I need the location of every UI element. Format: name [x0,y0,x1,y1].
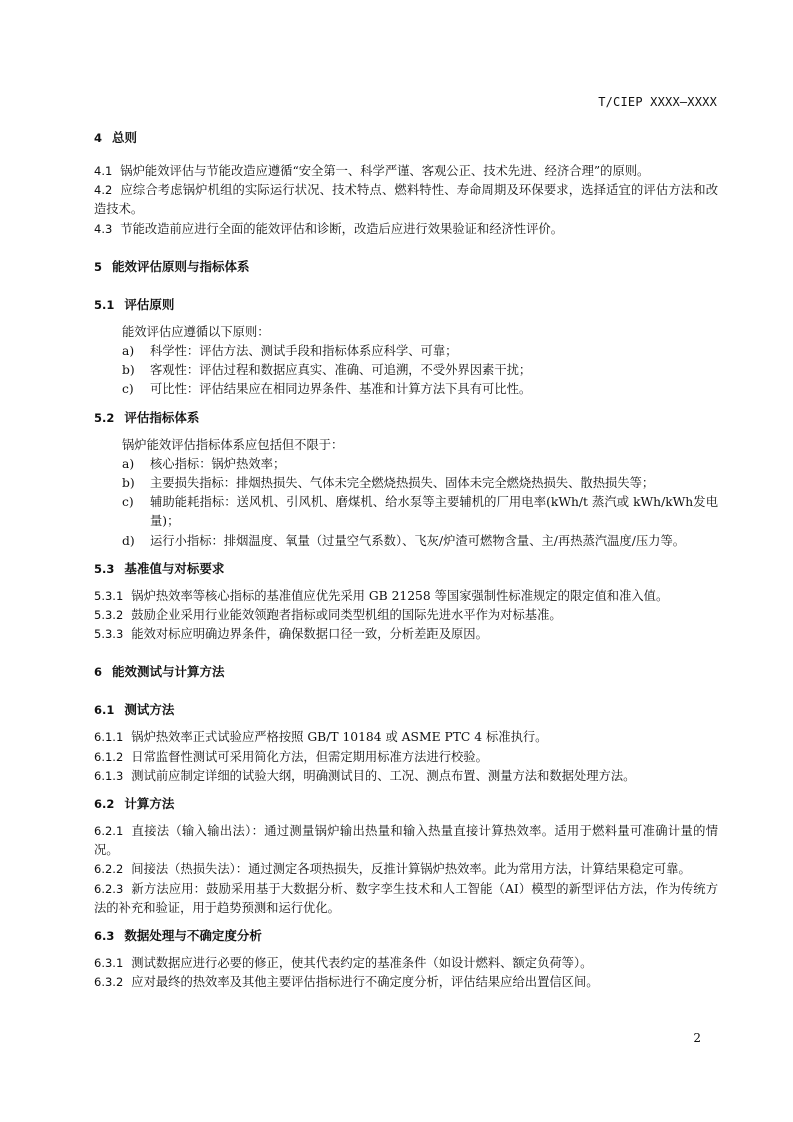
section-6-2-heading: 6.2 计算方法 [94,796,175,812]
clause-6-2-3: 6.2.3 新方法应用：鼓励采用基于大数据分析、数字孪生技术和人工智能（AI）模型的新型评估方法，作为传统方法的补充和验证，用于趋势预测和运行优化。 [94,881,718,915]
list-item-5-2-b: b) 主要损失指标：排烟热损失、气体未完全燃烧热损失、固体未完全燃烧热损失、散热损失等； [122,476,655,491]
section-5-2-heading: 5.2 评估指标体系 [94,409,200,425]
section-6-3-heading: 6.3 数据处理与不确定度分析 [94,928,262,944]
list-item-5-2-c: c) 辅助能耗指标：送风机、引风机、磨煤机、给水泵等主要辅机的厂用电率(kWh/t 蒸汽或 kWh/kWh发电量)； [122,495,718,529]
clause-6-1-2: 6.1.2 日常监督性测试可采用简化方法，但需定期用标准方法进行校验。 [94,749,488,764]
clause-4-3: 4.3 节能改造前应进行全面的能效评估和诊断，改造后应进行效果验证和经济性评价。 [94,221,563,236]
clause-6-1-3: 6.1.3 测试前应制定详细的试验大纲，明确测试目的、工况、测点布置、测量方法和数据处理方法。 [94,768,636,783]
clause-6-1-1: 6.1.1 锅炉热效率正式试验应严格按照 GB/T 10184 或 ASME PTC 4 标准执行。 [94,730,548,745]
standard-code: T/CIEP XXXX—XXXX [598,95,717,109]
section-4-heading: 4 总则 [94,130,138,145]
section-5-heading: 5 能效评估原则与指标体系 [94,258,250,274]
list-item-5-2-d: d) 运行小指标：排烟温度、氧量（过量空气系数）、飞灰/炉渣可燃物含量、主/再热蒸汽温度/压力等。 [122,533,686,548]
list-item-5-1-b: b) 客观性：评估过程和数据应真实、准确、可追溯，不受外界因素干扰； [122,363,532,378]
page-content [94,128,718,992]
section-5-1-heading: 5.1 评估原则 [94,296,175,312]
section-5-3-heading: 5.3 基准值与对标要求 [94,560,225,576]
clause-4-2: 4.2 应综合考虑锅炉机组的实际运行状况、技术特点、燃料特性、寿命周期及环保要求，选择适宜的评估方法和改造技术。 [94,183,718,217]
list-item-5-1-a: a) 科学性：评估方法、测试手段和指标体系应科学、可靠； [122,344,458,359]
page-number: 2 [693,1031,701,1045]
clause-5-3-2: 5.3.2 鼓励企业采用行业能效领跑者指标或同类型机组的国际先进水平作为对标基准。 [94,608,562,623]
clause-6-2-2: 6.2.2 间接法（热损失法）：通过测定各项热损失，反推计算锅炉热效率。此为常用方法，计算结果稳定可靠。 [94,862,691,877]
section-6-heading: 6 能效测试与计算方法 [94,664,225,680]
clause-6-2-1: 6.2.1 直接法（输入输出法）：通过测量锅炉输出热量和输入热量直接计算热效率。适用于燃料量可准确计量的情况。 [94,824,718,858]
clause-5-1-intro: 能效评估应遵循以下原则： [122,324,270,339]
list-item-5-2-a: a) 核心指标：锅炉热效率； [122,456,286,471]
section-6-1-heading: 6.1 测试方法 [94,702,175,718]
clause-6-3-1: 6.3.1 测试数据应进行必要的修正，使其代表约定的基准条件（如设计燃料、额定负荷等）。 [94,956,593,971]
clause-5-2-intro: 锅炉能效评估指标体系应包括但不限于： [122,437,344,452]
clause-6-3-2: 6.3.2 应对最终的热效率及其他主要评估指标进行不确定度分析，评估结果应给出置信区间。 [94,975,599,990]
list-item-5-1-c: c) 可比性：评估结果应在相同边界条件、基准和计算方法下具有可比性。 [122,382,532,397]
clause-4-1: 4.1 锅炉能效评估与节能改造应遵循“安全第一、科学严谨、客观公正、技术先进、经济合理”的原则。 [94,164,650,178]
clause-5-3-3: 5.3.3 能效对标应明确边界条件，确保数据口径一致，分析差距及原因。 [94,627,488,642]
clause-5-3-1: 5.3.1 锅炉热效率等核心指标的基准值应优先采用 GB 21258 等国家强制性标准规定的限定值和准入值。 [94,588,669,603]
